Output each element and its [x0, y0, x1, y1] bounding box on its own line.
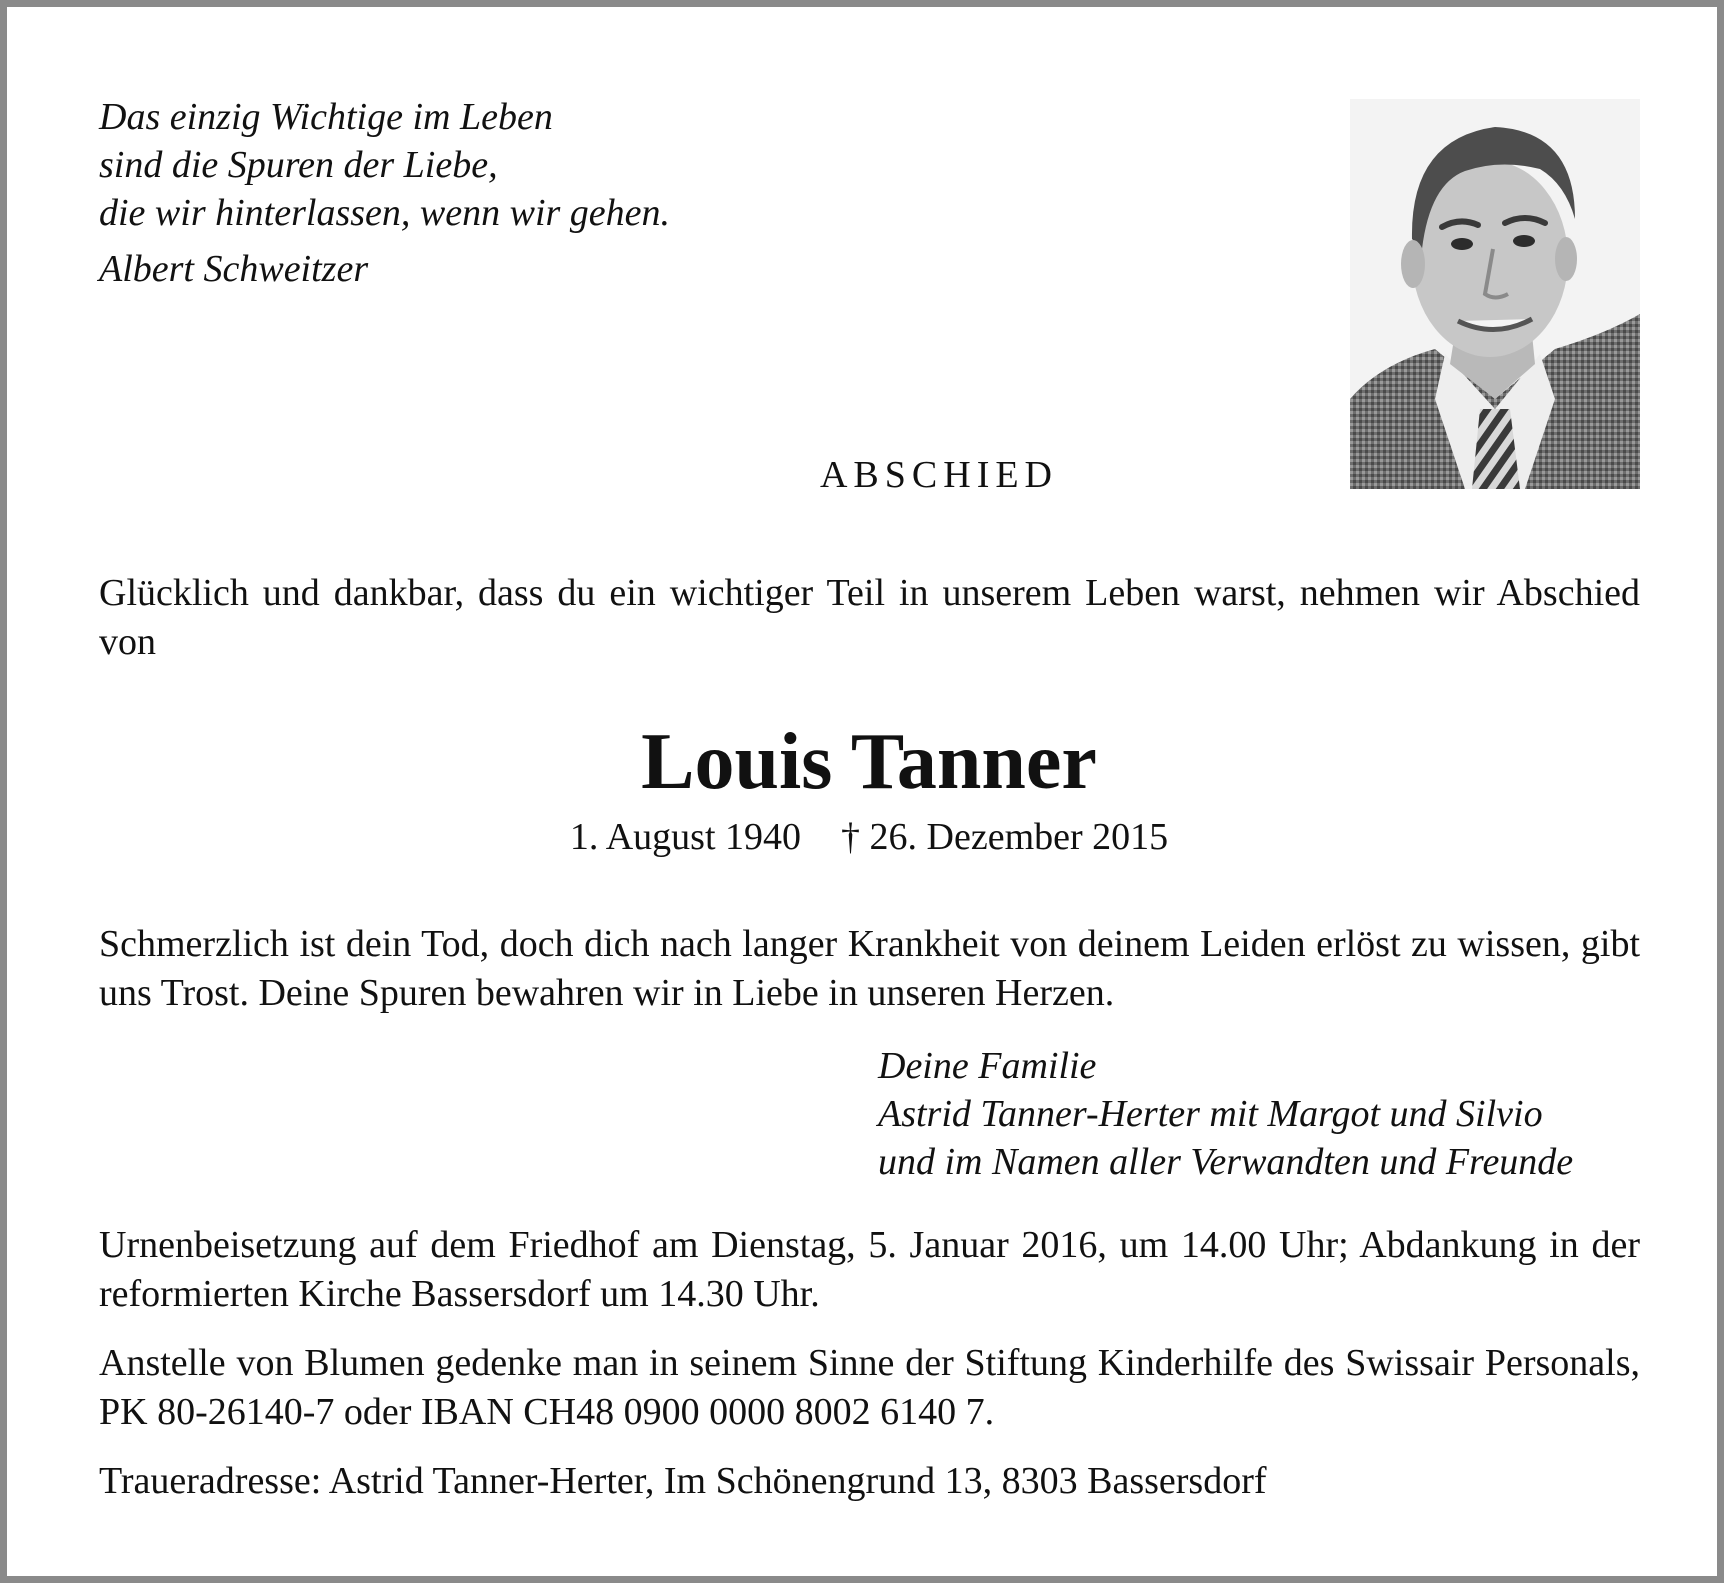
- family-signature: [878, 1042, 1573, 1186]
- burial-info: Urnenbeisetzung auf dem Friedhof am Dienstag, 5. Januar 2016, um 14.00 Uhr; Abdankung in der reformierten Kirche Bassersdorf um 14.30 Uhr.: [99, 1224, 1640, 1315]
- quote-author: Albert Schweitzer: [99, 248, 369, 290]
- portrait-photo: [1350, 99, 1640, 489]
- deceased-name: Louis Tanner: [641, 718, 1097, 806]
- intro-text: Glücklich und dankbar, dass du ein wichtiger Teil in unserem Leben warst, nehmen wir Abschied von: [99, 572, 1640, 663]
- grief-text: Schmerzlich ist dein Tod, doch dich nach langer Krankheit von deinem Leiden erlöst zu wissen, gibt uns Trost. Deine Spuren bewahren wir in Liebe in unseren Herzen.: [99, 923, 1640, 1014]
- life-dates: [7, 813, 1724, 861]
- family-line: und im Namen aller Verwandten und Freunde: [878, 1141, 1574, 1183]
- quote-line: die wir hinterlassen, wenn wir gehen.: [99, 192, 671, 234]
- quote-line: sind die Spuren der Liebe,: [99, 144, 498, 186]
- notice-heading: ABSCHIED: [819, 454, 1059, 496]
- quote-line: Das einzig Wichtige im Leben: [99, 96, 553, 138]
- death-date: † 26. Dezember 2015: [841, 816, 1169, 858]
- family-line: Astrid Tanner-Herter mit Margot und Silvio: [878, 1093, 1543, 1135]
- donation-info: Anstelle von Blumen gedenke man in seinem Sinne der Stiftung Kinderhilfe des Swissair Personals, PK 80-26140-7 oder IBAN CH48 0900 0000 8002 6140 7.: [99, 1342, 1640, 1433]
- mourning-address: Traueradresse: Astrid Tanner-Herter, Im Schönengrund 13, 8303 Bassersdorf: [99, 1460, 1267, 1502]
- birth-date: 1. August 1940: [569, 816, 802, 858]
- epigraph-quote: [99, 93, 670, 293]
- family-line: Deine Familie: [878, 1045, 1097, 1087]
- portrait-photo-illustration: [1350, 99, 1640, 489]
